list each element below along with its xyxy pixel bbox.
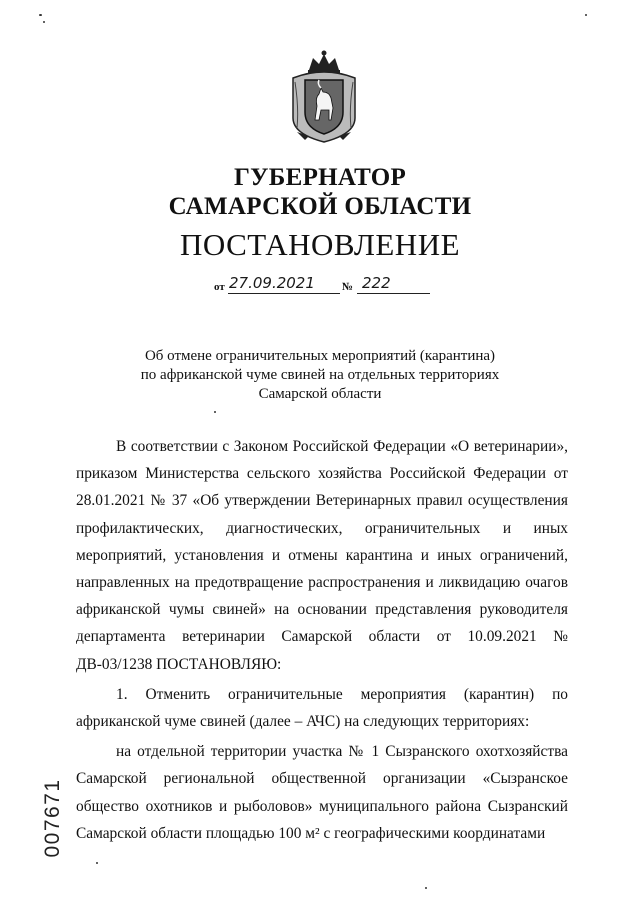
document-type: ПОСТАНОВЛЕНИЕ	[179, 227, 461, 262]
subject-line: Об отмене ограничительных мероприятий (карантина)	[144, 348, 496, 364]
document-subject	[0, 347, 640, 404]
handwritten-date: 27.09.2021	[229, 274, 315, 292]
scan-speck	[43, 21, 45, 23]
number-underline	[357, 293, 430, 294]
scan-speck	[96, 862, 98, 864]
item-1-territory-paragraph: на отдельной территории участка № 1 Сызранского охотхозяйства Самарской региональной общественной организации «Сызранское общество охотников и рыболовов» муниципального района Сызранский Самарской области площадью 100 м² с географическими координатами	[76, 743, 568, 842]
date-number-line	[214, 274, 434, 296]
registration-number	[38, 772, 68, 864]
document-body	[76, 433, 568, 847]
number-label: №	[342, 281, 354, 293]
registration-number-text: 007671	[41, 778, 64, 858]
region-title: САМАРСКОЙ ОБЛАСТИ	[168, 193, 472, 220]
scan-speck	[425, 887, 427, 889]
scan-speck	[585, 14, 587, 16]
preamble-paragraph: В соответствии с Законом Российской Федерации «О ветеринарии», приказом Министерства сельского хозяйства Российской Федерации от 28.01.2021 № 37 «Об утверждении Ветеринарных правил осуществления профилактических, диагностических, ограничительных и иных мероприятий, установления и отмены карантина и иных ограничений, направленных на предотвращение распространения и ликвидацию очагов африканской чумы свиней» на основании представления руководителя департамента ветеринарии Самарской области от 10.09.2021 № ДВ-03/1238 ПОСТАНОВЛЯЮ:	[76, 438, 568, 673]
subject-line: по африканской чуме свиней на отдельных территориях	[140, 367, 500, 383]
scan-speck	[39, 14, 42, 16]
scan-speck	[214, 411, 216, 413]
subject-line: Самарской области	[258, 386, 382, 402]
item-1-paragraph: 1. Отменить ограничительные мероприятия (карантин) по африканской чуме свиней (далее – АЧС) на следующих территориях:	[76, 685, 568, 731]
date-underline	[228, 293, 340, 294]
governor-title: ГУБЕРНАТОР	[233, 164, 407, 191]
coat-of-arms-icon	[289, 48, 359, 144]
date-label: от	[214, 281, 225, 293]
handwritten-number: 222	[362, 274, 391, 292]
